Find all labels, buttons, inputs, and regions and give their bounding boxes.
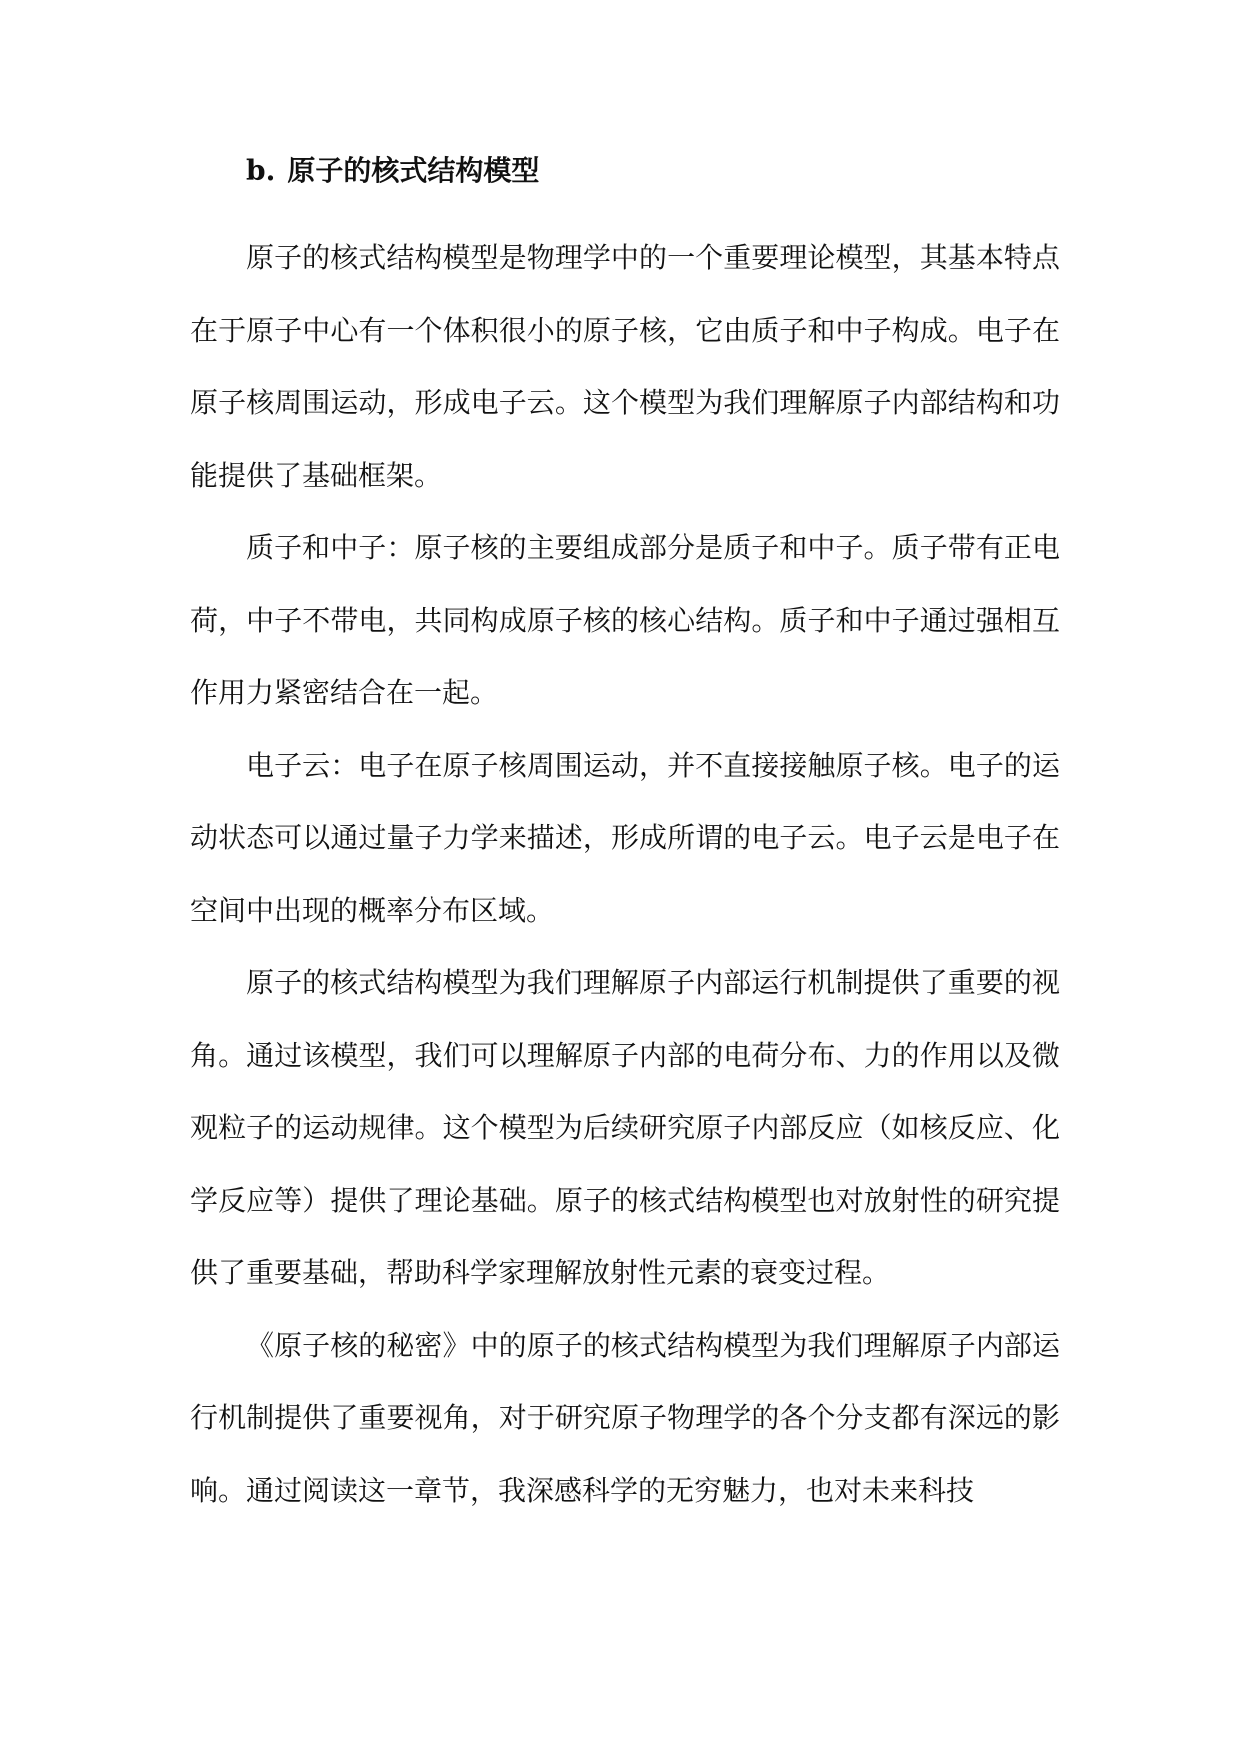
section-title: 原子的核式结构模型 (287, 154, 540, 187)
paragraph-electron-cloud: 电子云：电子在原子核周围运动，并不直接接触原子核。电子的运动状态可以通过量子力学来描述，形成所谓的电子云。电子云是电子在空间中出现的概率分布区域。 (190, 748, 1060, 927)
paragraph-protons-neutrons: 质子和中子：原子核的主要组成部分是质子和中子。质子带有正电荷，中子不带电，共同构成原子核的核心结构。质子和中子通过强相互作用力紧密结合在一起。 (190, 531, 1060, 709)
section-number: b. (246, 154, 276, 187)
paragraph-intro: 原子的核式结构模型是物理学中的一个重要理论模型，其基本特点在于原子中心有一个体积很小的原子核，它由质子和中子构成。电子在原子核周围运动，形成电子云。这个模型为我们理解原子内部结构和功能提供了基础框架。 (190, 241, 1060, 492)
paragraph-significance: 原子的核式结构模型为我们理解原子内部运行机制提供了重要的视角。通过该模型，我们可以理解原子内部的电荷分布、力的作用以及微观粒子的运动规律。这个模型为后续研究原子内部反应（如核反应、化学反应等）提供了理论基础。原子的核式结构模型也对放射性的研究提供了重要基础，帮助科学家理解放射性元素的衰变过程。 (190, 966, 1060, 1289)
section-heading (246, 150, 1060, 192)
paragraph-reflection: 《原子核的秘密》中的原子的核式结构模型为我们理解原子内部运行机制提供了重要视角，对于研究原子物理学的各个分支都有深远的影响。通过阅读这一章节，我深感科学的无穷魅力，也对未来科技 (190, 1328, 1060, 1507)
page-content (190, 150, 1060, 1527)
